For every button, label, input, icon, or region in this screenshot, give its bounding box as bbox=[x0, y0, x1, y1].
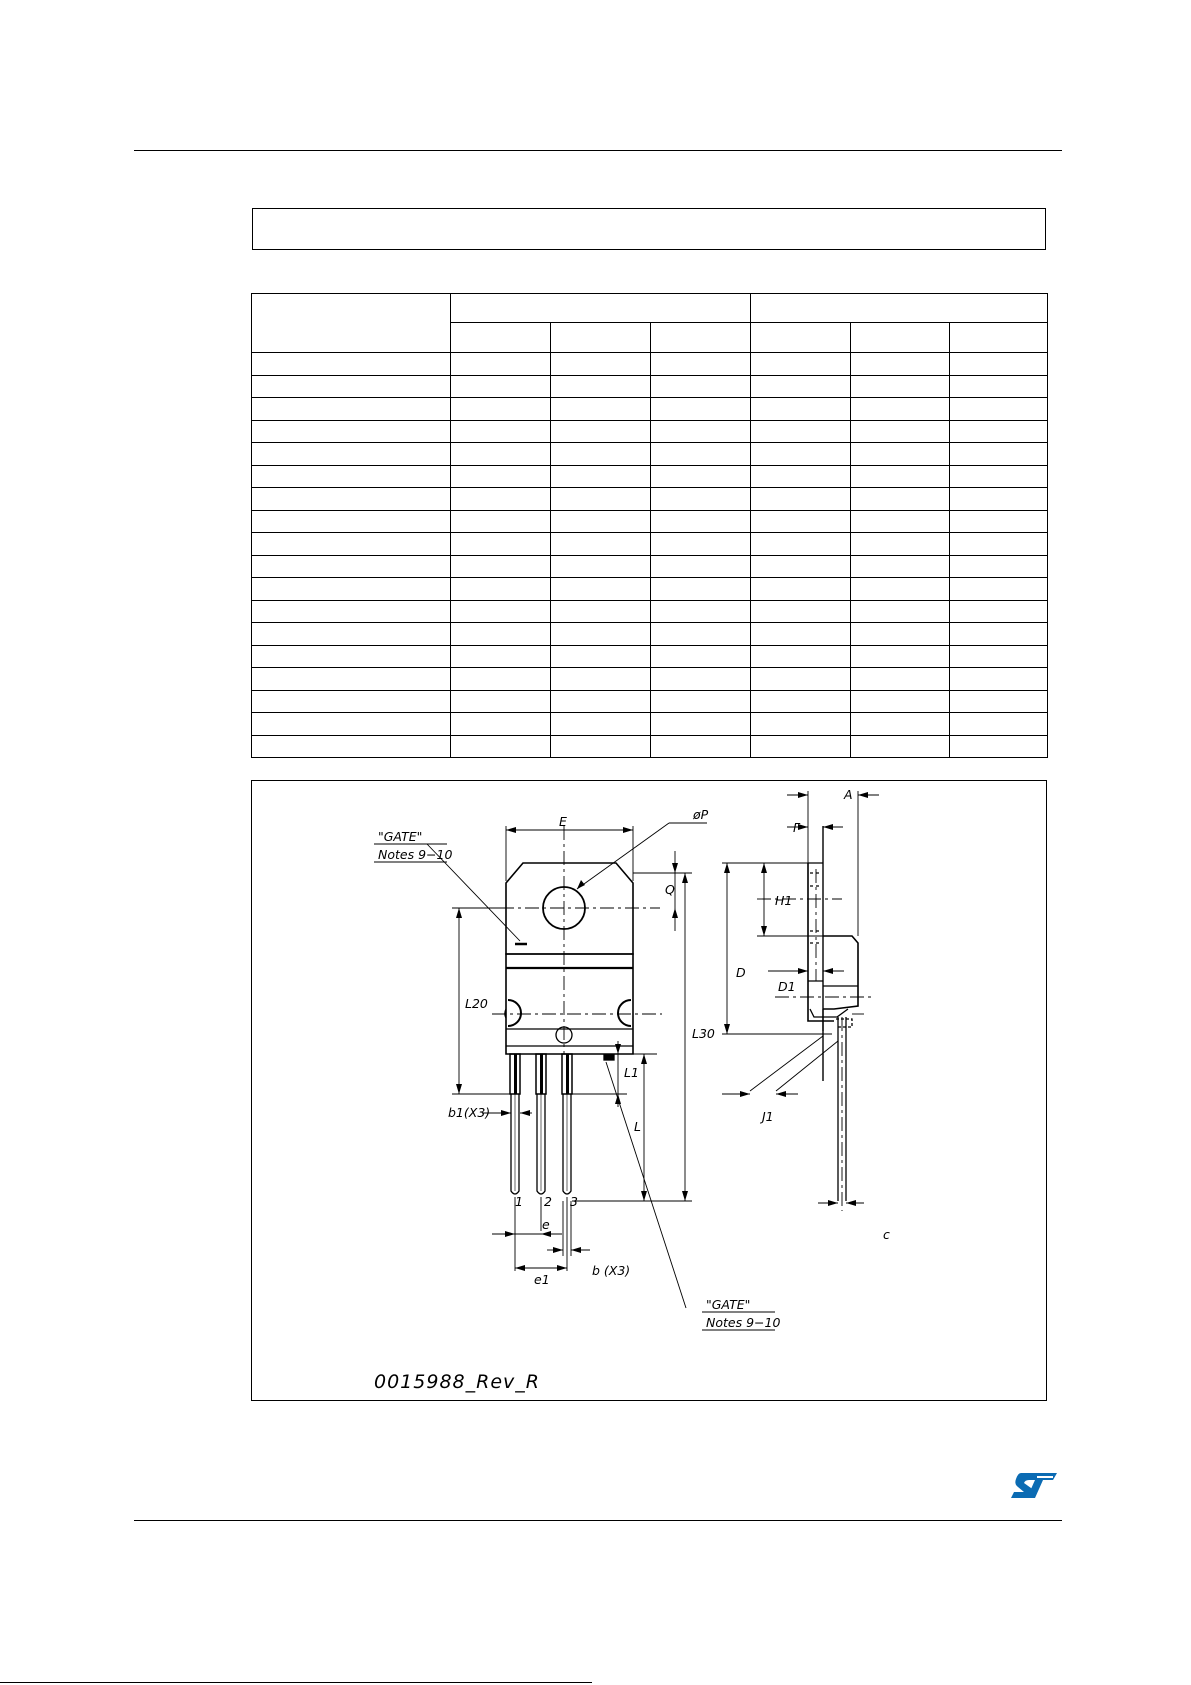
table-row bbox=[252, 420, 1048, 443]
table-cell bbox=[551, 465, 651, 488]
table-cell bbox=[252, 690, 451, 713]
table-cell bbox=[651, 713, 751, 736]
table-cell bbox=[950, 645, 1048, 668]
table-cell bbox=[851, 690, 950, 713]
table-cell bbox=[751, 443, 851, 466]
table-cell bbox=[751, 645, 851, 668]
table-cell bbox=[751, 623, 851, 646]
header-cell bbox=[751, 323, 851, 353]
table-cell bbox=[252, 398, 451, 421]
table-row bbox=[252, 690, 1048, 713]
table-cell bbox=[451, 735, 551, 758]
table-cell bbox=[252, 465, 451, 488]
label-c: c bbox=[883, 1227, 890, 1242]
table-cell bbox=[651, 488, 751, 511]
table-cell bbox=[751, 735, 851, 758]
label-L30: L30 bbox=[692, 1026, 715, 1041]
table-cell bbox=[950, 555, 1048, 578]
table-header-row bbox=[252, 294, 1048, 323]
table-cell bbox=[551, 668, 651, 691]
table-cell bbox=[950, 465, 1048, 488]
table-cell bbox=[451, 443, 551, 466]
table-cell bbox=[851, 443, 950, 466]
table-cell bbox=[252, 713, 451, 736]
table-row bbox=[252, 398, 1048, 421]
table-cell bbox=[451, 690, 551, 713]
table-cell bbox=[751, 600, 851, 623]
table-cell bbox=[751, 668, 851, 691]
table-cell bbox=[651, 623, 751, 646]
table-cell bbox=[851, 353, 950, 376]
table-cell bbox=[751, 533, 851, 556]
table-cell bbox=[651, 735, 751, 758]
table-row bbox=[252, 645, 1048, 668]
table-cell bbox=[651, 645, 751, 668]
table-cell bbox=[451, 510, 551, 533]
table-cell bbox=[851, 600, 950, 623]
table-cell bbox=[551, 578, 651, 601]
table-cell bbox=[551, 398, 651, 421]
table-cell bbox=[950, 353, 1048, 376]
table-row bbox=[252, 578, 1048, 601]
table-cell bbox=[551, 555, 651, 578]
table-cell bbox=[651, 600, 751, 623]
table-cell bbox=[851, 668, 950, 691]
table-cell bbox=[950, 533, 1048, 556]
table-row bbox=[252, 510, 1048, 533]
table-cell bbox=[950, 668, 1048, 691]
leads bbox=[510, 1054, 572, 1194]
table-cell bbox=[252, 623, 451, 646]
table-cell bbox=[252, 443, 451, 466]
label-D: D bbox=[736, 965, 746, 980]
table-cell bbox=[451, 578, 551, 601]
header-cell bbox=[851, 323, 950, 353]
header-cell bbox=[451, 323, 551, 353]
table-cell bbox=[851, 713, 950, 736]
table-cell bbox=[651, 398, 751, 421]
label-e1: e1 bbox=[534, 1272, 550, 1287]
table-cell bbox=[751, 353, 851, 376]
table-cell bbox=[751, 488, 851, 511]
label-b1: b1(X3) bbox=[448, 1105, 491, 1120]
label-L20: L20 bbox=[465, 996, 488, 1011]
label-pin3: 3 bbox=[570, 1194, 578, 1209]
header-group-cell bbox=[451, 294, 751, 323]
table-cell bbox=[551, 420, 651, 443]
table-cell bbox=[451, 555, 551, 578]
gate-notes-top: Notes 9−10 bbox=[378, 847, 453, 862]
table-cell bbox=[252, 578, 451, 601]
label-E: E bbox=[559, 814, 567, 829]
table-cell bbox=[950, 510, 1048, 533]
gate-note-lines bbox=[374, 844, 775, 1330]
table-cell bbox=[751, 420, 851, 443]
drawing-id: 0015988_Rev_R bbox=[374, 1371, 540, 1393]
table-cell bbox=[851, 375, 950, 398]
table-cell bbox=[451, 533, 551, 556]
table-cell bbox=[651, 533, 751, 556]
bottom-edge-line bbox=[0, 1682, 592, 1683]
table-cell bbox=[851, 465, 950, 488]
label-L: L bbox=[634, 1119, 641, 1134]
label-A: A bbox=[844, 787, 853, 802]
table-cell bbox=[252, 555, 451, 578]
table-cell bbox=[551, 533, 651, 556]
label-oP: øP bbox=[693, 807, 709, 822]
table-cell bbox=[551, 510, 651, 533]
table-cell bbox=[950, 420, 1048, 443]
table-cell bbox=[851, 533, 950, 556]
table-cell bbox=[851, 555, 950, 578]
table-cell bbox=[451, 668, 551, 691]
table-cell bbox=[651, 465, 751, 488]
table-cell bbox=[751, 578, 851, 601]
table-cell bbox=[551, 713, 651, 736]
table-cell bbox=[551, 375, 651, 398]
label-F: F bbox=[793, 820, 801, 835]
table-cell bbox=[950, 488, 1048, 511]
table-cell bbox=[451, 465, 551, 488]
table-cell bbox=[252, 510, 451, 533]
table-cell bbox=[950, 375, 1048, 398]
label-b: b (X3) bbox=[592, 1263, 631, 1278]
table-cell bbox=[252, 488, 451, 511]
label-D1: D1 bbox=[778, 979, 796, 994]
table-cell bbox=[751, 375, 851, 398]
table-row bbox=[252, 375, 1048, 398]
table-cell bbox=[551, 443, 651, 466]
st-logo-icon bbox=[1009, 1471, 1059, 1501]
header-rule bbox=[134, 150, 1062, 151]
table-cell bbox=[851, 735, 950, 758]
table-cell bbox=[851, 578, 950, 601]
table-cell bbox=[651, 375, 751, 398]
label-pin2: 2 bbox=[544, 1194, 552, 1209]
label-J1: J1 bbox=[762, 1109, 774, 1124]
table-cell bbox=[252, 375, 451, 398]
table-cell bbox=[751, 713, 851, 736]
table-cell bbox=[451, 398, 551, 421]
to220-outline-drawing bbox=[252, 781, 1048, 1402]
table-row bbox=[252, 555, 1048, 578]
label-e: e bbox=[542, 1217, 550, 1232]
table-row bbox=[252, 713, 1048, 736]
table-cell bbox=[451, 375, 551, 398]
table-cell bbox=[451, 645, 551, 668]
table-cell bbox=[950, 600, 1048, 623]
table-row bbox=[252, 488, 1048, 511]
package-drawing bbox=[251, 780, 1047, 1401]
table-cell bbox=[451, 713, 551, 736]
table-cell bbox=[451, 600, 551, 623]
label-Q: Q bbox=[665, 882, 675, 897]
table-row bbox=[252, 443, 1048, 466]
table-cell bbox=[551, 645, 651, 668]
table-cell bbox=[451, 420, 551, 443]
table-cell bbox=[551, 600, 651, 623]
table-cell bbox=[851, 398, 950, 421]
table-cell bbox=[950, 713, 1048, 736]
header-cell bbox=[651, 323, 751, 353]
gate-notes-bottom: Notes 9−10 bbox=[706, 1315, 781, 1330]
table-cell bbox=[252, 600, 451, 623]
table-cell bbox=[551, 690, 651, 713]
table-cell bbox=[751, 510, 851, 533]
table-cell bbox=[950, 690, 1048, 713]
table-cell bbox=[252, 533, 451, 556]
table-cell bbox=[851, 488, 950, 511]
table-cell bbox=[851, 623, 950, 646]
table-cell bbox=[651, 690, 751, 713]
table-cell bbox=[551, 735, 651, 758]
label-H1: H1 bbox=[775, 893, 793, 908]
table-cell bbox=[551, 623, 651, 646]
table-cell bbox=[950, 578, 1048, 601]
table-cell bbox=[651, 353, 751, 376]
table-cell bbox=[751, 690, 851, 713]
table-cell bbox=[651, 510, 751, 533]
table-cell bbox=[451, 353, 551, 376]
side-view bbox=[722, 791, 879, 1211]
table-cell bbox=[651, 668, 751, 691]
table-row bbox=[252, 533, 1048, 556]
table-row bbox=[252, 353, 1048, 376]
table-cell bbox=[651, 555, 751, 578]
table-cell bbox=[950, 623, 1048, 646]
footer-rule bbox=[134, 1520, 1062, 1521]
table-row bbox=[252, 623, 1048, 646]
table-cell bbox=[751, 465, 851, 488]
table-cell bbox=[651, 443, 751, 466]
gate-label-bottom: "GATE" bbox=[706, 1297, 751, 1312]
header-cell bbox=[551, 323, 651, 353]
table-cell bbox=[851, 645, 950, 668]
table-cell bbox=[551, 488, 651, 511]
table-cell bbox=[252, 735, 451, 758]
table-cell bbox=[851, 420, 950, 443]
table-cell bbox=[451, 623, 551, 646]
table-cell bbox=[751, 398, 851, 421]
table-row bbox=[252, 465, 1048, 488]
header-cell bbox=[950, 323, 1048, 353]
table-cell bbox=[851, 510, 950, 533]
table-cell bbox=[651, 578, 751, 601]
label-pin1: 1 bbox=[515, 1194, 523, 1209]
table-caption-box bbox=[252, 208, 1046, 250]
table-row bbox=[252, 668, 1048, 691]
header-dim-cell bbox=[252, 294, 451, 353]
header-group-cell bbox=[751, 294, 1048, 323]
table-row bbox=[252, 600, 1048, 623]
table-cell bbox=[451, 488, 551, 511]
gate-label-top: "GATE" bbox=[378, 829, 423, 844]
st-logo bbox=[1009, 1471, 1059, 1506]
table-cell bbox=[651, 420, 751, 443]
table-cell bbox=[751, 555, 851, 578]
table-cell bbox=[950, 398, 1048, 421]
table-cell bbox=[252, 668, 451, 691]
dimensions-table bbox=[251, 293, 1048, 758]
table-cell bbox=[252, 420, 451, 443]
table-body bbox=[252, 353, 1048, 758]
label-L1: L1 bbox=[624, 1065, 639, 1080]
table-cell bbox=[950, 735, 1048, 758]
table-cell bbox=[252, 353, 451, 376]
table-row bbox=[252, 735, 1048, 758]
table-cell bbox=[252, 645, 451, 668]
table-cell bbox=[950, 443, 1048, 466]
table-cell bbox=[551, 353, 651, 376]
